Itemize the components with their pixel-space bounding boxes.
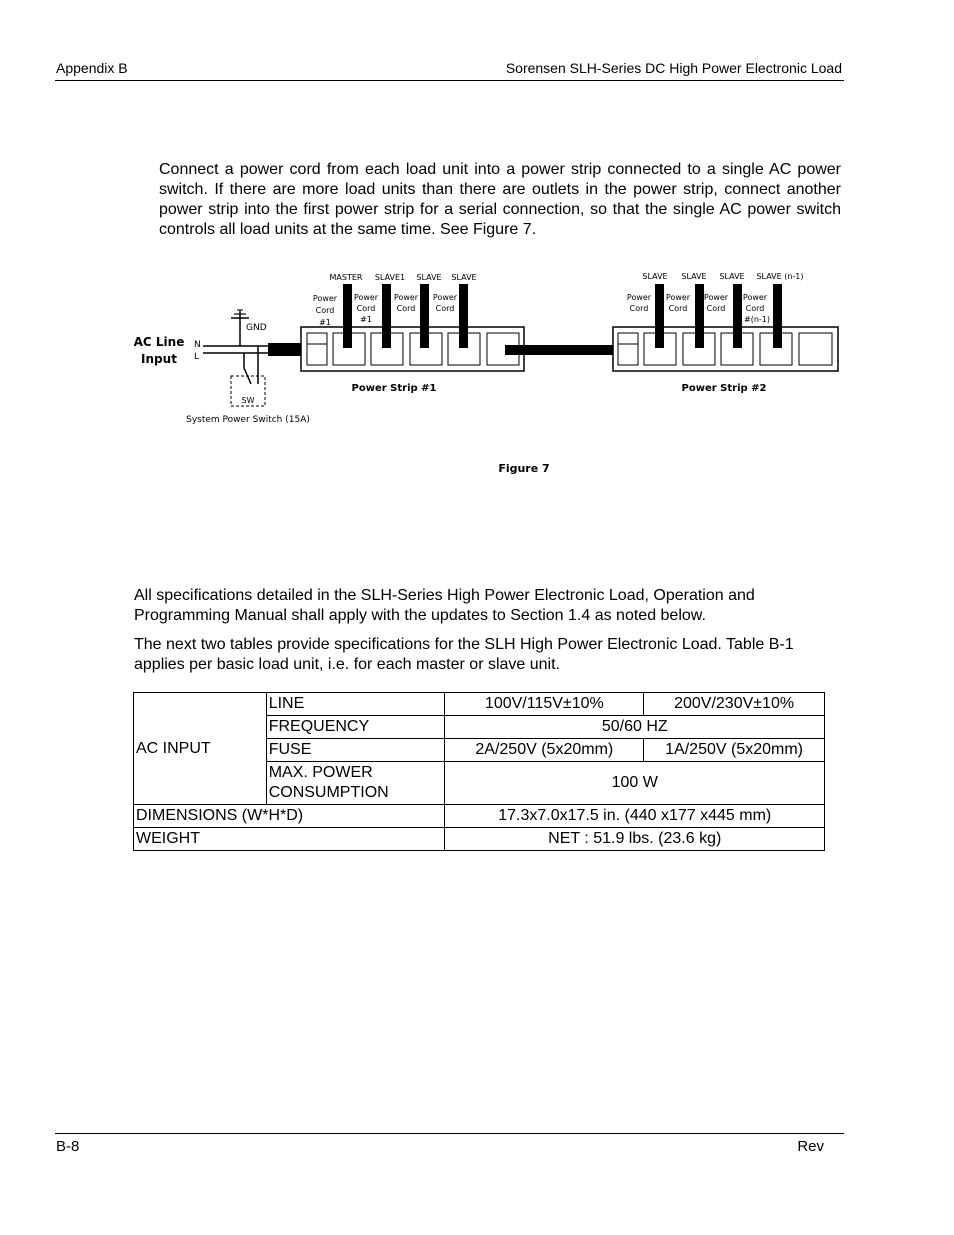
strip1-cord3-l2: Cord [435, 304, 455, 313]
strip1-cord2-l2: Cord [396, 304, 416, 313]
strip1-cord3-l1: Power [432, 293, 458, 302]
strip1-cord1-l3: #1 [360, 315, 372, 324]
power-label-line-2: CONSUMPTION [268, 784, 389, 801]
power-strip-1 [301, 327, 524, 371]
frequency-value-cell: 50/60 HZ [445, 716, 825, 739]
header-left: Appendix B [56, 60, 128, 76]
strip1-cord1-l1: Power [353, 293, 379, 302]
weight-label-cell: WEIGHT [134, 828, 445, 851]
spec-intro-paragraph: All specifications detailed in the SLH-Series High Power Electronic Load, Operation and Programming Manual shall apply with the updates to Section 1.4 as noted below. [134, 587, 755, 624]
gnd-label: GND [246, 323, 267, 333]
strip1-cord1-l2: Cord [356, 304, 376, 313]
power-strip-2 [613, 327, 838, 371]
strip1-cord2-l1: Power [393, 293, 419, 302]
strip1-first-cord-l2: Cord [315, 306, 335, 315]
ac-line-label-1: AC Line [133, 335, 185, 349]
strip2-top-label-3: SLAVE [719, 272, 745, 281]
strip2-cord3-l2: Cord [706, 304, 726, 313]
ac-input-cell: AC INPUT [134, 693, 267, 805]
frequency-label-cell: FREQUENCY [266, 716, 445, 739]
header-right: Sorensen SLH-Series DC High Power Electronic Load [505, 60, 842, 76]
line-label-cell: LINE [266, 693, 445, 716]
power-value-cell: 100 W [445, 762, 825, 805]
n-label: N [194, 340, 201, 350]
line-value-1-cell: 100V/115V±10% [445, 693, 644, 716]
line-value-2-cell: 200V/230V±10% [644, 693, 825, 716]
strip2-cord4-l2: Cord [745, 304, 765, 313]
power-label-line-1: MAX. POWER [268, 764, 373, 781]
weight-value-cell: NET : 51.9 lbs. (23.6 kg) [445, 828, 825, 851]
strip2-top-label-4: SLAVE (n-1) [756, 272, 804, 281]
strip2-top-label-2: SLAVE [681, 272, 707, 281]
strip2-cord2-l2: Cord [668, 304, 688, 313]
switch-caption: System Power Switch (15A) [186, 415, 310, 425]
strip1-top-label-master: MASTER [329, 273, 363, 282]
power-label-cell [266, 762, 445, 805]
fuse-label-cell: FUSE [266, 739, 445, 762]
strip1-first-cord-l3: #1 [319, 318, 331, 327]
footer-left: B-8 [56, 1138, 80, 1155]
strip2-cord1-l1: Power [626, 293, 652, 302]
strip-1-label: Power Strip #1 [351, 383, 437, 394]
table-row [134, 693, 825, 716]
tables-intro-paragraph: The next two tables provide specifications for the SLH High Power Electronic Load. Table B-1 applies per basic load unit, i.e. for each master or slave unit. [134, 636, 794, 673]
fuse-value-2-cell: 1A/250V (5x20mm) [644, 739, 825, 762]
footer-right: Rev [797, 1138, 824, 1155]
table-row [134, 828, 825, 851]
ac-line-label-2: Input [141, 352, 177, 366]
figure-caption: Figure 7 [498, 462, 550, 475]
strip2-cord4-l3: #(n-1) [744, 315, 770, 324]
strip2-cord4-l1: Power [742, 293, 768, 302]
table-row [134, 805, 825, 828]
strip2-top-label-1: SLAVE [642, 272, 668, 281]
strip1-first-cord-l1: Power [312, 294, 338, 303]
intro-paragraph: Connect a power cord from each load unit into a power strip connected to a single AC power switch. If there are more load units than there are outlets in the power strip, connect another power strip into the first power strip for a serial connection, so that the single AC power switch controls all load units at the same time. See Figure 7. [159, 161, 841, 238]
dimensions-label-cell: DIMENSIONS (W*H*D) [134, 805, 445, 828]
l-label: L [194, 352, 200, 362]
strip2-cord2-l1: Power [665, 293, 691, 302]
strip1-top-label-slave-a: SLAVE [416, 273, 442, 282]
strip1-top-label-slave-b: SLAVE [451, 273, 477, 282]
strip2-cord3-l1: Power [703, 293, 729, 302]
dimensions-value-cell: 17.3x7.0x17.5 in. (440 x177 x445 mm) [445, 805, 825, 828]
strip1-top-label-slave1: SLAVE1 [374, 273, 406, 282]
sw-label: SW [241, 396, 255, 405]
strip2-cord1-l2: Cord [629, 304, 649, 313]
fuse-value-1-cell: 2A/250V (5x20mm) [445, 739, 644, 762]
figure-7-diagram [0, 0, 954, 500]
footer-rule [55, 1133, 844, 1134]
spec-table [133, 692, 825, 851]
strip-2-label: Power Strip #2 [681, 383, 767, 394]
